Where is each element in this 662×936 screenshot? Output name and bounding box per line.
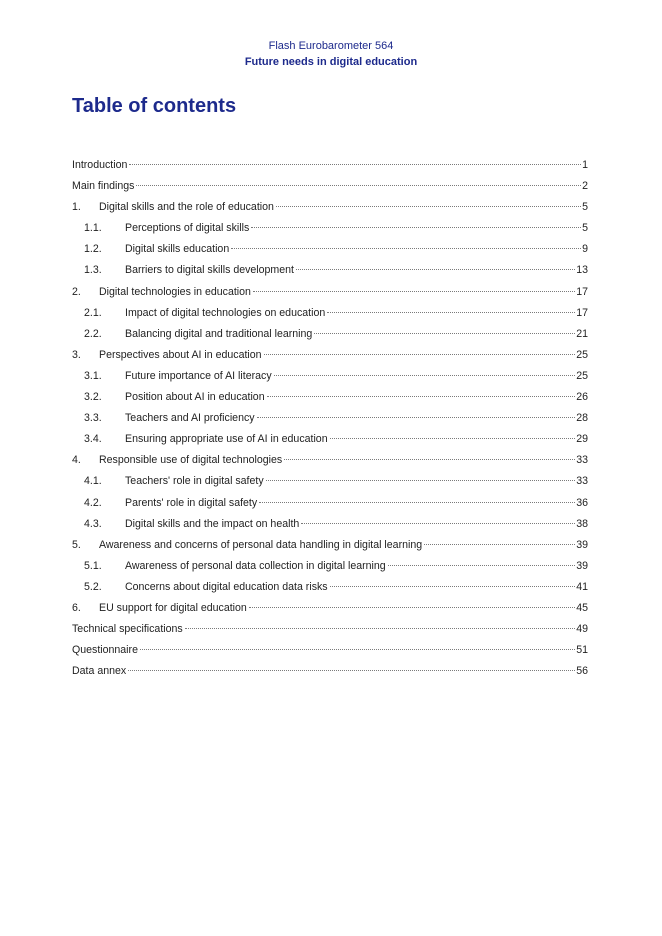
toc-entry-label[interactable]: Perspectives about AI in education: [99, 348, 262, 361]
toc-title: Table of contents: [72, 95, 237, 117]
toc-entry[interactable]: [72, 260, 588, 281]
dot-leader: [314, 333, 575, 334]
toc-entry-page-number[interactable]: 39: [576, 559, 588, 572]
toc-entry-number: 4.: [72, 454, 81, 467]
toc-entry-label[interactable]: Digital skills education: [125, 243, 230, 256]
toc-entry-label[interactable]: Teachers and AI proficiency: [125, 412, 255, 425]
toc-entry[interactable]: [72, 239, 588, 260]
toc-entry[interactable]: [72, 429, 588, 450]
toc-entry[interactable]: [72, 535, 588, 556]
page-header: [0, 38, 662, 70]
toc-entry-number: 6.: [72, 601, 81, 614]
toc-entry-page-number[interactable]: 17: [576, 306, 588, 319]
dot-leader: [231, 248, 581, 249]
dot-leader: [327, 312, 575, 313]
toc-entry-label[interactable]: Ensuring appropriate use of AI in education: [125, 433, 328, 446]
toc-entry-number: 3.4.: [84, 433, 102, 446]
dot-leader: [388, 565, 576, 566]
toc-entry-number: 3.1.: [84, 369, 102, 382]
dot-leader: [129, 164, 581, 165]
toc-entry-page-number[interactable]: 13: [576, 264, 588, 277]
dot-leader: [330, 586, 576, 587]
toc-entry-number: 1.1.: [84, 222, 102, 235]
toc-entry-page-number[interactable]: 9: [582, 243, 588, 256]
toc-entry-label[interactable]: Questionnaire: [72, 644, 138, 657]
toc-entry-label[interactable]: Data annex: [72, 665, 127, 678]
toc-entry[interactable]: [72, 155, 588, 176]
toc-entry-page-number[interactable]: 56: [576, 665, 588, 678]
dot-leader: [257, 417, 576, 418]
toc-entry[interactable]: [72, 197, 588, 218]
table-of-contents: [72, 155, 588, 682]
toc-entry-page-number[interactable]: 21: [576, 327, 588, 340]
dot-leader: [424, 544, 575, 545]
toc-entry-number: 3.2.: [84, 391, 102, 404]
toc-entry-page-number[interactable]: 2: [582, 180, 588, 193]
toc-entry[interactable]: [72, 176, 588, 197]
toc-entry-label[interactable]: Impact of digital technologies on education: [125, 306, 326, 319]
toc-entry[interactable]: [72, 218, 588, 239]
toc-entry-number: 2.1.: [84, 306, 102, 319]
toc-entry[interactable]: [72, 366, 588, 387]
dot-leader: [140, 649, 575, 650]
toc-entry[interactable]: [72, 640, 588, 661]
dot-leader: [266, 480, 576, 481]
toc-entry-label[interactable]: Responsible use of digital technologies: [99, 454, 283, 467]
toc-entry-page-number[interactable]: 38: [576, 517, 588, 530]
toc-entry[interactable]: [72, 387, 588, 408]
toc-entry-page-number[interactable]: 41: [576, 580, 588, 593]
toc-entry[interactable]: [72, 324, 588, 345]
toc-entry-label[interactable]: Introduction: [72, 159, 128, 171]
toc-entry-page-number[interactable]: 28: [576, 412, 588, 425]
toc-entry-number: 5.2.: [84, 580, 102, 593]
toc-entry-page-number[interactable]: 33: [576, 454, 588, 467]
dot-leader: [267, 396, 576, 397]
toc-entry-page-number[interactable]: 5: [582, 222, 588, 235]
toc-entry-label[interactable]: Barriers to digital skills development: [125, 264, 294, 277]
toc-entry-number: 3.3.: [84, 412, 102, 425]
dot-leader: [301, 523, 575, 524]
toc-entry-page-number[interactable]: 1: [582, 159, 588, 171]
toc-entry-number: 1.2.: [84, 243, 102, 256]
toc-entry-label[interactable]: Parents' role in digital safety: [125, 496, 258, 509]
toc-entry-page-number[interactable]: 17: [576, 285, 588, 298]
toc-entry-label[interactable]: Digital skills and the role of education: [99, 201, 274, 214]
toc-entry-number: 1.: [72, 201, 81, 214]
toc-entry-page-number[interactable]: 33: [576, 475, 588, 488]
toc-entry-label[interactable]: Balancing digital and traditional learning: [125, 327, 313, 340]
dot-leader: [274, 375, 576, 376]
toc-entry-label[interactable]: Digital skills and the impact on health: [125, 517, 300, 530]
toc-entry-page-number[interactable]: 26: [576, 391, 588, 404]
dot-leader: [253, 291, 575, 292]
dot-leader: [259, 502, 575, 503]
dot-leader: [330, 438, 576, 439]
dot-leader: [251, 227, 581, 228]
toc-entry-label[interactable]: Perceptions of digital skills: [125, 222, 250, 235]
toc-entry-number: 5.1.: [84, 559, 102, 572]
dot-leader: [296, 269, 575, 270]
toc-entry-label[interactable]: Future importance of AI literacy: [125, 369, 272, 382]
dot-leader: [136, 185, 581, 186]
toc-entry[interactable]: [72, 661, 588, 682]
report-subtitle: Future needs in digital education: [244, 56, 418, 68]
toc-entry[interactable]: [72, 345, 588, 366]
dot-leader: [276, 206, 581, 207]
dot-leader: [284, 459, 575, 460]
toc-entry-label[interactable]: Technical specifications: [72, 623, 183, 636]
toc-entry-number: 4.2.: [84, 496, 102, 509]
toc-entry-label[interactable]: EU support for digital education: [99, 601, 247, 614]
toc-entry[interactable]: [72, 577, 588, 598]
toc-entry-label[interactable]: Digital technologies in education: [99, 285, 251, 298]
toc-entry[interactable]: [72, 619, 588, 640]
toc-entry[interactable]: [72, 450, 588, 471]
toc-entry[interactable]: [72, 303, 588, 324]
toc-entry-page-number[interactable]: 5: [582, 201, 588, 214]
toc-entry-number: 5.: [72, 538, 81, 551]
toc-entry-number: 2.: [72, 285, 81, 298]
toc-entry-label[interactable]: Awareness and concerns of personal data handling in digital learning: [99, 538, 423, 551]
toc-entry[interactable]: [72, 598, 588, 619]
toc-entry-number: 4.1.: [84, 475, 102, 488]
dot-leader: [249, 607, 575, 608]
toc-entry[interactable]: [72, 493, 588, 514]
dot-leader: [128, 670, 575, 671]
toc-entry-number: 2.2.: [84, 327, 102, 340]
toc-entry-page-number[interactable]: 45: [576, 601, 588, 614]
toc-entry-label[interactable]: Position about AI in education: [125, 391, 265, 404]
toc-entry[interactable]: [72, 408, 588, 429]
toc-entry-label[interactable]: Concerns about digital education data risks: [125, 580, 328, 593]
report-series: Flash Eurobarometer 564: [268, 40, 394, 52]
toc-entry-number: 1.3.: [84, 264, 102, 277]
dot-leader: [185, 628, 576, 629]
toc-entry-page-number[interactable]: 25: [576, 369, 588, 382]
toc-entry-number: 3.: [72, 348, 81, 361]
toc-entry-label[interactable]: Awareness of personal data collection in digital learning: [125, 559, 386, 572]
toc-entry[interactable]: [72, 282, 588, 303]
toc-entry-number: 4.3.: [84, 517, 102, 530]
toc-entry[interactable]: [72, 514, 588, 535]
dot-leader: [264, 354, 576, 355]
toc-entry[interactable]: [72, 471, 588, 492]
toc-entry-label[interactable]: Main findings: [72, 180, 135, 193]
toc-entry-page-number[interactable]: 36: [576, 496, 588, 509]
toc-entry-page-number[interactable]: 49: [576, 623, 588, 636]
toc-entry-page-number[interactable]: 25: [576, 348, 588, 361]
toc-entry-label[interactable]: Teachers' role in digital safety: [125, 475, 264, 488]
toc-entry-page-number[interactable]: 29: [576, 433, 588, 446]
toc-entry[interactable]: [72, 556, 588, 577]
toc-entry-page-number[interactable]: 39: [576, 538, 588, 551]
toc-entry-page-number[interactable]: 51: [576, 644, 588, 657]
